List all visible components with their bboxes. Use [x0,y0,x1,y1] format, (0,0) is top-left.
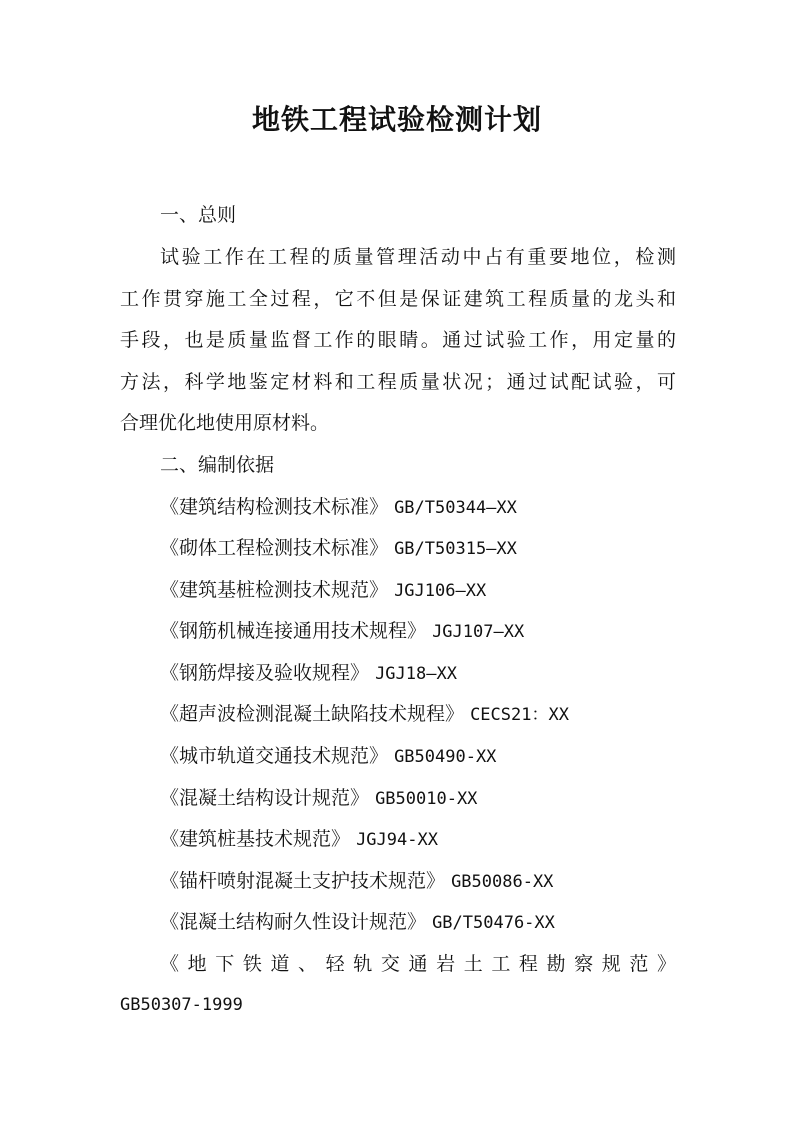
section-heading-general: 一、总则 [160,204,237,226]
reference-item [160,618,676,645]
paragraph-line: 合理优化地使用原材料。 [120,412,330,434]
reference-code: JGJ106—XX [394,581,487,601]
reference-name: 《砌体工程检测技术标准》 [160,537,389,559]
reference-item [160,785,676,812]
reference-code: GB50010-XX [375,789,478,809]
reference-item [160,535,676,562]
reference-code: GB/T50476-XX [432,913,555,933]
paragraph-line: 试验工作在工程的质量管理活动中占有重要地位，检测 [160,246,676,268]
reference-code: JGJ18—XX [375,664,457,684]
reference-item [160,909,676,936]
reference-item [160,868,676,895]
reference-name: 《建筑结构检测技术标准》 [160,496,389,518]
reference-item [160,577,676,604]
reference-item [160,660,676,687]
reference-item [160,701,676,728]
reference-code: JGJ94-XX [356,830,438,850]
reference-name: 《建筑基桩检测技术规范》 [160,579,389,601]
paragraph-line: 手段，也是质量监督工作的眼睛。通过试验工作，用定量的 [120,329,676,351]
reference-name: 《混凝土结构耐久性设计规范》 [160,911,427,933]
reference-code: GB/T50344—XX [394,498,517,518]
reference-code: GB50086-XX [451,872,554,892]
reference-name: 《城市轨道交通技术规范》 [160,745,389,767]
reference-code: GB50307-1999 [120,995,243,1015]
reference-name: 《超声波检测混凝土缺陷技术规程》 [160,703,465,725]
reference-name: 《混凝土结构设计规范》 [160,787,370,809]
reference-code: CECS21：XX [470,705,569,725]
paragraph-line: 工作贯穿施工全过程，它不但是保证建筑工程质量的龙头和 [120,288,676,310]
reference-item [160,743,676,770]
reference-name: 《地下铁道、轻轨交通岩土工程勘察规范》 [160,953,676,975]
paragraph-line: 方法，科学地鉴定材料和工程质量状况；通过试配试验，可 [120,371,676,393]
reference-name: 《钢筋机械连接通用技术规程》 [160,620,427,642]
reference-name: 《锚杆喷射混凝土支护技术规范》 [160,870,446,892]
section-heading-basis: 二、编制依据 [160,454,275,476]
reference-item [160,826,676,853]
reference-name: 《钢筋焊接及验收规程》 [160,662,370,684]
reference-code: GB/T50315—XX [394,539,517,559]
reference-code: GB50490-XX [394,747,497,767]
document-title: 地铁工程试验检测计划 [251,103,542,136]
reference-name: 《建筑桩基技术规范》 [160,828,351,850]
reference-item [160,494,676,521]
reference-code: JGJ107—XX [432,622,525,642]
